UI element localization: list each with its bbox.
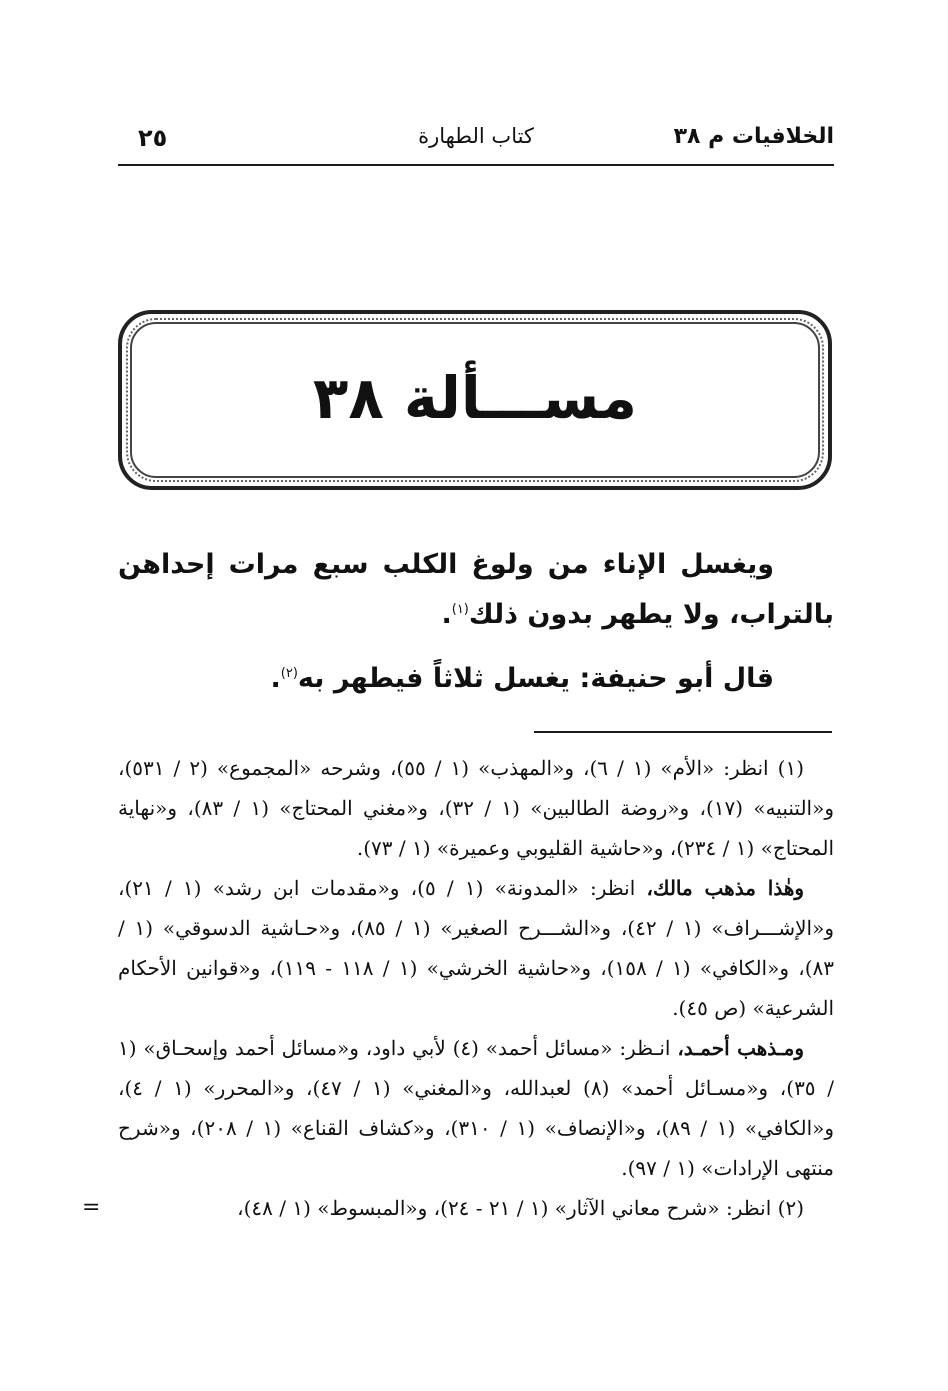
footnote-2 [82, 1188, 834, 1228]
footnote-2-text: (٢) انظر: «شرح معاني الآثار» (١ / ٢١ - ٢٤)، و«المبسوط» (١ / ٤٨)، [237, 1196, 804, 1220]
running-title: الخلافيات م ٣٨ [673, 124, 834, 149]
footnote-1-maliki-text: انظر: «المدونة» (١ / ٥)، و«مقدمات ابن رشد» (١ / ٢١)، و«الإشـــراف» (١ / ٤٢)، و«الشـــرح الصغير» (١ / ٨٥)، و«حـاشية الدسوقي» (١ / ٨٣)، و«الكافي» (١ / ١٥٨)، و«حاشية الخرشي» (١ / ١١٨ - ١١٩)، و«قوانين الأحكام الشرعية» (ص ٤٥). [118, 876, 835, 1020]
footnote-1-hanbali-lead: ومـذهب أحمـد، [677, 1036, 805, 1060]
footnote-1-hanbali [118, 1028, 834, 1188]
main-text [118, 540, 834, 704]
continued-mark: = [82, 1195, 101, 1220]
footnote-separator [534, 731, 832, 733]
main-paragraph-1-end: . [441, 599, 452, 630]
page-number: ٢٥ [138, 124, 168, 152]
chapter-title: كتاب الطهارة [418, 124, 534, 148]
footnote-1-sources: (١) انظر: «الأم» (١ / ٦)، و«المهذب» (١ / ٥٥)، وشرحه «المجموع» (٢ / ٥٣١)، و«التنبيه» (١٧)، و«روضة الطالبين» (١ / ٣٢)، و«مغني المحتاج» (١ / ٨٣)، و«نهاية المحتاج» (١ / ٢٣٤)، و«حاشية القليوبي وعميرة» (١ / ٧٣). [118, 756, 834, 860]
main-paragraph-1-text: ويغسل الإناء من ولوغ الكلب سبع مرات إحداهن بالتراب، ولا يطهر بدون ذلك [118, 549, 834, 630]
section-title: مســـألة ٣٨ [312, 364, 638, 432]
footnotes [82, 748, 835, 1228]
section-title-frame [118, 310, 832, 490]
footnote-1-maliki-lead: وهٰذا مذهب مالك، [646, 876, 805, 900]
main-paragraph-2-end: . [270, 663, 281, 694]
main-paragraph-2 [118, 654, 834, 704]
footnote-1-hanbali-text: انـظر: «مسائل أحمد» (٤) لأبي داود، و«مسائل أحمد وإسحـاق» (١ / ٣٥)، و«مسـائل أحمد» (٨) لعبدالله، و«المغني» (١ / ٤٧)، و«المحرر» (١ / ٤)، و«الكافي» (١ / ٨٩)، و«الإنصاف» (١ / ٣١٠)، و«كشاف القناع» (١ / ٢٠٨)، و«شرح منتهى الإرادات» (١ / ٩٧). [118, 1036, 835, 1180]
main-paragraph-2-text: قال أبو حنيفة: يغسل ثلاثاً فيطهر به [297, 663, 774, 694]
footnote-1-maliki [118, 868, 834, 1028]
footnote-ref-2: (٢) [280, 666, 298, 681]
main-paragraph-1 [118, 540, 834, 640]
footnote-ref-1: (١) [451, 602, 469, 617]
running-header [118, 118, 834, 166]
